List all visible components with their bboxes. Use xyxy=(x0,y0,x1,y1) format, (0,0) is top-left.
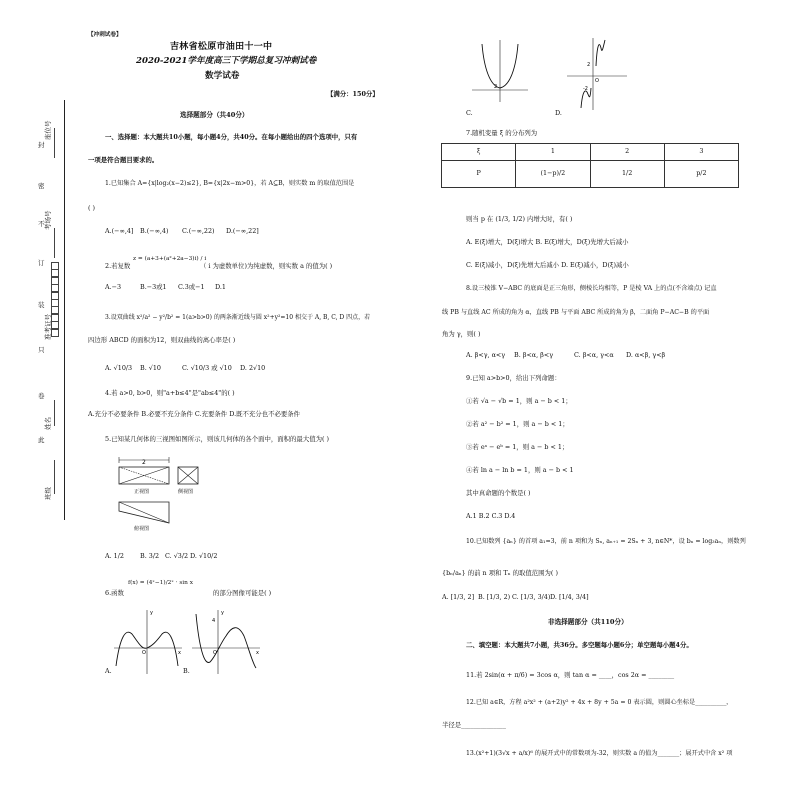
svg-text:x: x xyxy=(178,650,181,656)
svg-text:y: y xyxy=(150,610,153,616)
q9-item-1: ①若 √a − √b = 1，则 a − b < 1； xyxy=(466,397,572,405)
class-field[interactable] xyxy=(54,460,55,494)
q2-option-a[interactable]: A.−3 xyxy=(105,283,122,291)
school-name: 吉林省松原市油田十一中 xyxy=(170,42,273,52)
q3-option-d[interactable]: D. 2√10 xyxy=(240,364,266,372)
q5-option-d[interactable]: D. √10/2 xyxy=(190,552,218,560)
svg-text:2: 2 xyxy=(494,84,498,90)
q1-option-d[interactable]: D.(−∞,22] xyxy=(226,227,259,235)
q8-line3: 角为 γ，则( ) xyxy=(442,330,481,338)
q5-side-view-label: 侧视图 xyxy=(178,489,194,495)
q6-graph-c xyxy=(470,38,530,104)
q3-stem-b: 四边形 ABCD 的面积为12，则双曲线的离心率是( ) xyxy=(88,336,236,344)
table-cell: P xyxy=(442,161,516,188)
table-cell: (1−p)/2 xyxy=(516,161,590,188)
seal-char: 密 xyxy=(38,182,45,190)
seal-char: 卷 xyxy=(38,392,45,400)
table-cell: p/2 xyxy=(664,161,738,188)
q10-option-c[interactable]: C. [1/3, 3/4) xyxy=(512,593,551,601)
q8-option-c[interactable]: C. β<α, γ<α xyxy=(574,351,614,359)
q10-line2: {bₙ/aₙ} 的前 n 项和 Tₙ 的取值范围为( ) xyxy=(442,569,558,577)
table-cell: ξ xyxy=(442,144,516,161)
q12-line2: 半径是______________ xyxy=(442,721,506,729)
table-row xyxy=(442,144,739,161)
seal-char: 此 xyxy=(38,436,45,444)
q7-distribution-table xyxy=(441,143,739,188)
paper-tag: 【冲刺试卷】 xyxy=(88,32,122,38)
q6-stem-b: 的部分图像可能是( ) xyxy=(213,589,272,597)
q9-item-2: ②若 a² − b² = 1，则 a − b < 1； xyxy=(466,420,569,428)
ticket-number-grid[interactable] xyxy=(51,262,59,336)
svg-text:4: 4 xyxy=(212,618,216,624)
q6-graph-d xyxy=(565,36,629,112)
q1-option-a[interactable]: A.(−∞,4] xyxy=(105,227,134,235)
q1-paren: ( ) xyxy=(88,204,96,212)
q1-option-c[interactable]: C.(−∞,22) xyxy=(182,227,215,235)
q2-option-c[interactable]: C.3或−1 xyxy=(178,283,205,291)
q5-three-views xyxy=(114,455,234,540)
q11-text: 11.若 2sin(α + π/6) = 3cos α，则 tan α = ____，cos 2α = ________ xyxy=(466,671,675,679)
q6-label-a[interactable]: A. xyxy=(105,667,112,675)
q10-line1: 10.已知数列 {aₙ} 的首项 a₁=3，前 n 项和为 Sₙ, aₙ₊₁ = 2Sₙ + 3, n∈N*，设 bₙ = log₃aₙ，则数列 xyxy=(466,538,746,545)
q9-item-4: ④若 ln a − ln b = 1，则 a − b < 1 xyxy=(466,466,574,474)
q9-ask: 其中真命题的个数是( ) xyxy=(466,489,531,497)
q12-line1: 12.已知 a∈R，方程 a²x² + (a+2)y² + 4x + 8y + 5a = 0 表示圆，则圆心坐标是__________， xyxy=(466,699,733,706)
seat-number-field[interactable] xyxy=(54,128,55,158)
q5-option-a[interactable]: A. 1/2 xyxy=(105,552,124,560)
q5-dim-label: 2 xyxy=(142,459,146,466)
table-cell: 1 xyxy=(516,144,590,161)
q3-option-c[interactable]: C. √10/3 或 √10 xyxy=(182,364,232,372)
name-label: 姓名 xyxy=(44,417,52,430)
table-cell: 1/2 xyxy=(590,161,664,188)
q6-graph-b xyxy=(190,606,262,676)
q2-stem-a: 2.若复数 xyxy=(105,262,131,270)
q3-option-a[interactable]: A. √10/3 xyxy=(105,364,133,372)
part1-heading: 选择题部分（共40分） xyxy=(180,111,249,119)
q5-option-c[interactable]: C. √3/2 xyxy=(165,552,189,560)
ticket-number-label: 准考证号 xyxy=(44,314,52,340)
table-cell: 3 xyxy=(664,144,738,161)
q2-option-b[interactable]: B.−3或1 xyxy=(140,283,167,291)
part2-heading: 非选择题部分（共110分） xyxy=(548,618,628,626)
table-cell: 2 xyxy=(590,144,664,161)
q8-option-d[interactable]: D. α<β, γ<β xyxy=(626,351,666,359)
q10-option-b[interactable]: B. [1/3, 2) xyxy=(478,593,511,601)
q2-stem-b: （ i 为虚数单位)为纯虚数，则实数 a 的值为( ) xyxy=(200,262,333,270)
seal-char: 装 xyxy=(38,301,45,309)
q10-option-a[interactable]: A. [1/3, 2] xyxy=(442,593,475,601)
section1-title-cont: 一项是符合题目要求的。 xyxy=(88,156,159,164)
q6-stem-a: 6.函数 xyxy=(105,589,124,597)
svg-text:O: O xyxy=(595,78,599,84)
q6-label-d[interactable]: D. xyxy=(555,109,562,117)
q1-option-b[interactable]: B.(−∞,4) xyxy=(140,227,169,235)
subject-title: 数学试卷 xyxy=(205,71,240,81)
seat-number-label: 座位号 xyxy=(44,120,52,140)
q5-stem: 5.已知某几何体的三视图如图所示，则该几何体的各个面中，面积的最大值为( ) xyxy=(105,435,330,443)
seal-char: 订 xyxy=(38,259,45,267)
section2-title: 二、填空题：本大题共7小题，共36分。多空题每小题6分；单空题每小题4分。 xyxy=(466,641,693,649)
q8-option-a[interactable]: A. β<γ, α<γ xyxy=(466,351,506,359)
q5-option-b[interactable]: B. 3/2 xyxy=(140,552,160,560)
class-label: 班级 xyxy=(44,487,52,500)
svg-text:2: 2 xyxy=(587,62,591,68)
q6-graph-a xyxy=(112,606,184,676)
q8-line2: 线 PB 与直线 AC 所成的角为 α，直线 PB 与平面 ABC 所成的角为 β，二面角 P−AC−B 的平面 xyxy=(442,309,710,316)
exam-title: 2020-2021学年度高三下学期总复习冲刺试卷 xyxy=(136,56,317,66)
q5-top-view-label: 俯视图 xyxy=(134,526,150,532)
q5-front-view-label: 正视图 xyxy=(134,489,150,495)
name-field[interactable] xyxy=(54,400,55,426)
q7-stem: 7.随机变量 ξ 的分布列为 xyxy=(466,129,538,137)
svg-text:O: O xyxy=(142,650,146,656)
q9-options[interactable]: A.1 B.2 C.3 D.4 xyxy=(466,512,516,520)
exam-room-field[interactable] xyxy=(54,228,55,258)
svg-text:O: O xyxy=(213,650,217,656)
q7-options-ab[interactable]: A. E(ξ)增大，D(ξ)增大 B. E(ξ)增大，D(ξ)先增大后减小 xyxy=(466,238,629,246)
q6-label-c[interactable]: C. xyxy=(466,109,473,117)
exam-room-label: 考场号 xyxy=(44,210,52,230)
q7-after: 则当 p 在 (1/3, 1/2) 内增大时，有( ) xyxy=(466,215,573,223)
q2-option-d[interactable]: D.1 xyxy=(215,283,226,291)
svg-text:x: x xyxy=(256,650,259,656)
q9-item-3: ③若 eᵃ − eᵇ = 1，则 a − b < 1； xyxy=(466,443,569,451)
table-row xyxy=(442,161,739,188)
q9-stem: 9.已知 a>b>0，给出下列命题： xyxy=(466,374,561,382)
q6-formula: f(x) = (4ˣ−1)/2ˣ · sin x xyxy=(128,580,193,586)
q1-stem: 1.已知集合 A={x|log₂(x−2)≤2}, B={x|2x−m>0}，若 A⊆B，则实数 m 的取值范围是 xyxy=(105,180,355,187)
q10-option-d[interactable]: D. [1/4, 3/4] xyxy=(550,593,589,601)
q2-formula: z = (a+3+(a²+2a−3)i) / i xyxy=(133,256,207,262)
q13-text: 13.(x²+1)(3√x + a/x)⁶ 的展开式中的常数项为-32，则实数 a 的值为_______；展开式中含 x² 项 xyxy=(466,750,733,757)
binding-line xyxy=(64,100,65,520)
q8-line1: 8.设三棱锥 V−ABC 的底面是正三角形，侧棱长均相等，P 是棱 VA 上的点(不含端点) 记直 xyxy=(466,285,717,292)
full-score: 【满分：150分】 xyxy=(327,90,379,98)
q7-options-cd[interactable]: C. E(ξ)减小，D(ξ)先增大后减小 D. E(ξ)减小，D(ξ)减小 xyxy=(466,261,629,269)
q8-option-b[interactable]: B. β<α, β<γ xyxy=(514,351,554,359)
seal-char: 只 xyxy=(38,346,45,354)
svg-text:-2: -2 xyxy=(583,86,588,92)
seal-char: 不 xyxy=(38,220,45,228)
q6-label-b[interactable]: B. xyxy=(183,667,190,675)
q4-stem: 4.若 a>0, b>0，则"a+b≤4"是"ab≤4"的( ) xyxy=(105,389,235,397)
svg-text:y: y xyxy=(221,610,224,616)
q3-stem-a: 3.设双曲线 x²/a² − y²/b² = 1(a>b>0) 的两条渐近线与圆 x²+y²=10 相交于 A, B, C, D 四点，若 xyxy=(105,314,371,321)
q3-option-b[interactable]: B. √10 xyxy=(140,364,161,372)
seal-char: 封 xyxy=(38,141,45,149)
section1-title: 一、选择题：本大题共10小题，每小题4分，共40分。在每小题给出的四个选项中，只有 xyxy=(105,133,358,141)
q4-options[interactable]: A.充分不必要条件 B.必要不充分条件 C.充要条件 D.既不充分也不必要条件 xyxy=(88,410,301,418)
